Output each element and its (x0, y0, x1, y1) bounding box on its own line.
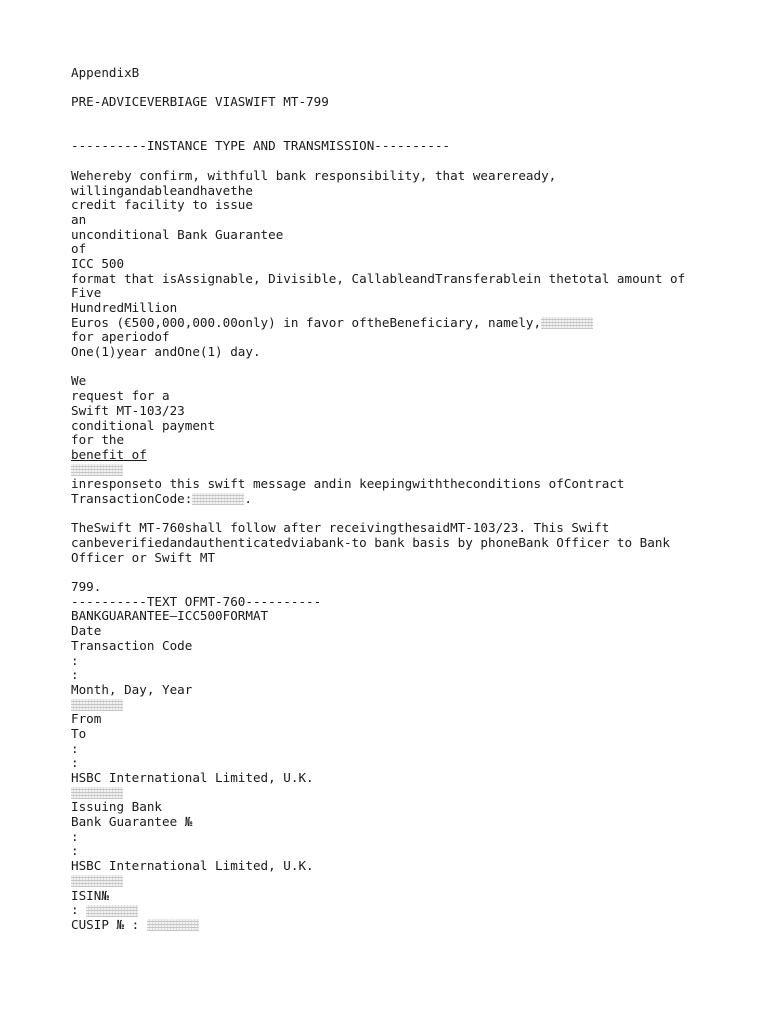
text-line: an (71, 211, 87, 227)
issuing-bank-label: Issuing Bank (71, 799, 162, 815)
bank-guarantee-number-label: Bank Guarantee № (71, 814, 193, 830)
document-heading: PRE-ADVICEVERBIAGE VIASWIFT MT-799 (71, 94, 329, 110)
transaction-code-label: TransactionCode: (71, 490, 193, 506)
redacted-line (71, 698, 751, 713)
text-line: We (71, 373, 87, 389)
line-799: 799. (71, 579, 102, 595)
redacted-block (71, 699, 123, 711)
transaction-code-field-label: Transaction Code (71, 637, 193, 653)
document-page (71, 66, 751, 933)
text-line: for aperiodof (71, 329, 170, 345)
appendix-label: AppendixB (71, 65, 140, 80)
text-line: Wehereby confirm, withfull bank responsibility, that weareready, (71, 167, 557, 183)
period: . (244, 490, 252, 506)
redacted-block (71, 875, 123, 887)
euros-line (71, 316, 751, 331)
colon: : (71, 843, 79, 859)
text-line: Swift MT-103/23 (71, 402, 185, 418)
cusip-line (71, 918, 751, 933)
text-line: willingandableandhavethe (71, 182, 253, 198)
isin-colon: : (71, 902, 87, 918)
bank-name: HSBC International Limited, U.K. (71, 858, 314, 874)
text-line: TheSwift MT-760shall follow after receivingthesaidMT-103/23. This Swift (71, 520, 610, 536)
isin-value-line (71, 903, 751, 918)
euros-text: Euros (€500,000,000.00only) in favor oftheBeneficiary, namely, (71, 314, 542, 330)
from-label: From (71, 711, 102, 727)
text-line: inresponseto this swift message andin keepingwiththeconditions ofContract (71, 476, 625, 492)
redacted-block (71, 787, 123, 799)
isin-label: ISIN№ (71, 887, 109, 903)
redacted-line (71, 786, 751, 801)
colon: : (71, 667, 79, 683)
text-line: HundredMillion (71, 300, 178, 315)
redacted-line (71, 874, 751, 889)
text-line: Officer or Swift MT (71, 549, 216, 565)
text-line: Five (71, 285, 102, 301)
date-label: Date (71, 623, 102, 639)
colon: : (71, 828, 79, 844)
text-line: ICC 500 (71, 255, 125, 271)
redacted-isin (86, 905, 138, 917)
text-line: conditional payment (71, 417, 216, 433)
cusip-label: CUSIP № : (71, 916, 147, 932)
section-title-instance: ----------INSTANCE TYPE AND TRANSMISSION---------- (71, 138, 451, 154)
text-line: One(1)year andOne(1) day. (71, 344, 261, 360)
section-title-mt760: ----------TEXT OFMT-760---------- (71, 593, 322, 609)
redacted-beneficiary (541, 317, 593, 329)
text-line: request for a (71, 388, 170, 404)
colon: : (71, 652, 79, 668)
paragraph-mt760 (71, 521, 751, 565)
text-line: format that isAssignable, Divisible, CallableandTransferablein thetotal amount of (71, 270, 686, 286)
text-line: of (71, 241, 87, 257)
text-line: for the (71, 432, 125, 448)
format-line: BANKGUARANTEE–ICC500FORMAT (71, 608, 269, 624)
colon: : (71, 755, 79, 771)
date-value: Month, Day, Year (71, 681, 193, 697)
text-line: canbeverifiedandauthenticatedviabank-to bank basis by phoneBank Officer to Bank (71, 535, 670, 550)
bank-name: HSBC International Limited, U.K. (71, 770, 314, 785)
redacted-block (71, 464, 123, 476)
to-label: To (71, 725, 87, 741)
text-line: unconditional Bank Guarantee (71, 226, 284, 242)
transaction-code-line (71, 492, 751, 507)
paragraph-request (71, 374, 751, 506)
redacted-line (71, 463, 751, 478)
colon: : (71, 740, 79, 756)
redacted-transaction-code (192, 493, 244, 505)
paragraph-confirmation (71, 169, 751, 360)
text-line: credit facility to issue (71, 197, 253, 213)
benefit-of-line: benefit of (71, 446, 147, 462)
redacted-cusip (147, 919, 199, 931)
